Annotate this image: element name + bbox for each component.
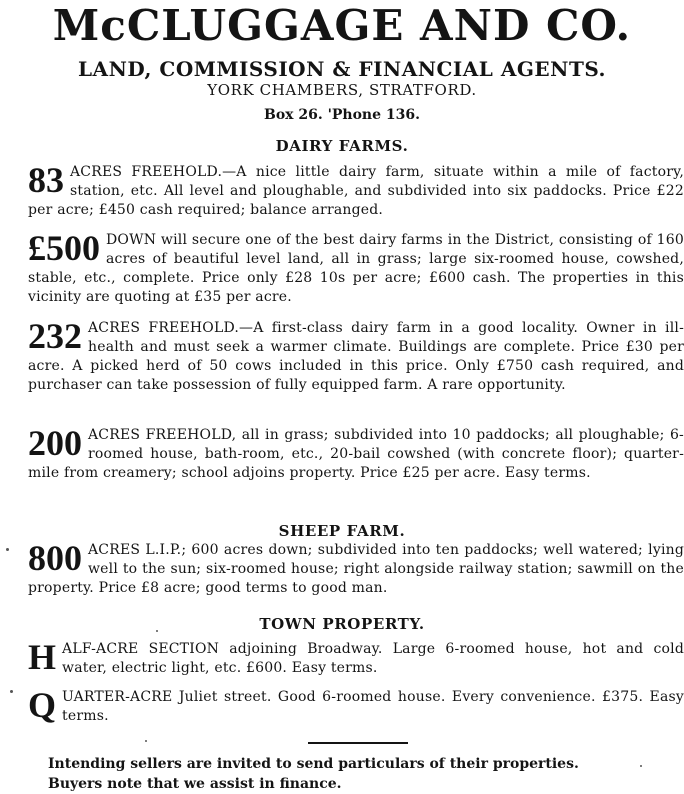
print-speck (10, 690, 13, 693)
listing-quarter-acre (28, 685, 684, 726)
print-speck (640, 765, 642, 767)
listing-lead: 200 (28, 423, 82, 463)
divider-rule (308, 742, 408, 744)
listing-lead: H (28, 637, 57, 677)
contact-line: Box 26. 'Phone 136. (263, 107, 420, 123)
print-speck (6, 548, 9, 551)
listing-text: ACRES FREEHOLD.—A nice little dairy farm, situate within a mile of factory, station, etc. All level and ploughable, and subdivided into six paddocks. Price £22 per acre; £450 cash required; balance arranged. (28, 164, 684, 218)
listing-lead: 83 (28, 160, 64, 200)
firm-name: McCLUGGAGE AND CO. (52, 1, 632, 50)
listing-lead: 800 (28, 538, 82, 578)
listing-text: UARTER-ACRE Juliet street. Good 6-roomed house. Every convenience. £375. Easy terms. (62, 689, 684, 724)
listing-232-acres (28, 316, 684, 395)
business-description: LAND, COMMISSION & FINANCIAL AGENTS. (77, 57, 607, 81)
listing-lead: £500 (28, 228, 100, 268)
listing-half-acre (28, 637, 684, 678)
section-heading-dairy: DAIRY FARMS. (275, 137, 409, 155)
listing-text: ACRES FREEHOLD.—A first-class dairy farm in a good locality. Owner in ill-health and must seek a warmer climate. Buildings are complete. Price £30 per acre. A picked herd of 50 cows included in this price. Only £750 cash required, and purchaser can take possession of fully equipped farm. A rare opportunity. (28, 320, 684, 393)
listing-500-down (28, 228, 684, 307)
listing-text: ALF-ACRE SECTION adjoining Broadway. Large 6-roomed house, hot and cold water, electric light, etc. £600. Easy terms. (62, 641, 684, 676)
listing-text: ACRES L.I.P.; 600 acres down; subdivided into ten paddocks; well watered; lying well to the sun; six-roomed house; right alongside railway station; sawmill on the property. Price £8 acre; good terms to good man. (28, 542, 684, 596)
listing-lead: Q (28, 685, 57, 725)
listing-83-acres (28, 160, 684, 220)
listing-800-acres (28, 538, 684, 598)
listing-200-acres (28, 423, 684, 483)
listing-text: ACRES FREEHOLD, all in grass; subdivided into 10 paddocks; all ploughable; 6-roomed house, bath-room, etc., 20-bail cowshed (with concrete floor); quarter-mile from creamery; school adjoins property. Price £25 per acre. Easy terms. (28, 427, 684, 481)
listing-lead: 232 (28, 316, 82, 356)
sellers-note: Intending sellers are invited to send particulars of their properties. (48, 756, 579, 772)
print-speck (156, 630, 158, 632)
firm-address: YORK CHAMBERS, STRATFORD. (207, 81, 477, 99)
buyers-note: Buyers note that we assist in finance. (48, 776, 342, 792)
print-speck (145, 740, 147, 742)
section-heading-town: TOWN PROPERTY. (259, 615, 425, 633)
closing-notes (48, 754, 668, 794)
listing-text: DOWN will secure one of the best dairy farms in the District, consisting of 160 acres of beautiful level land, all in grass; large six-roomed house, cowshed, stable, etc., complete. Price only £28 10s per acre; £600 cash. The properties in this vicinity are quoting at £35 per acre. (28, 232, 684, 305)
section-heading-sheep: SHEEP FARM. (278, 522, 406, 540)
